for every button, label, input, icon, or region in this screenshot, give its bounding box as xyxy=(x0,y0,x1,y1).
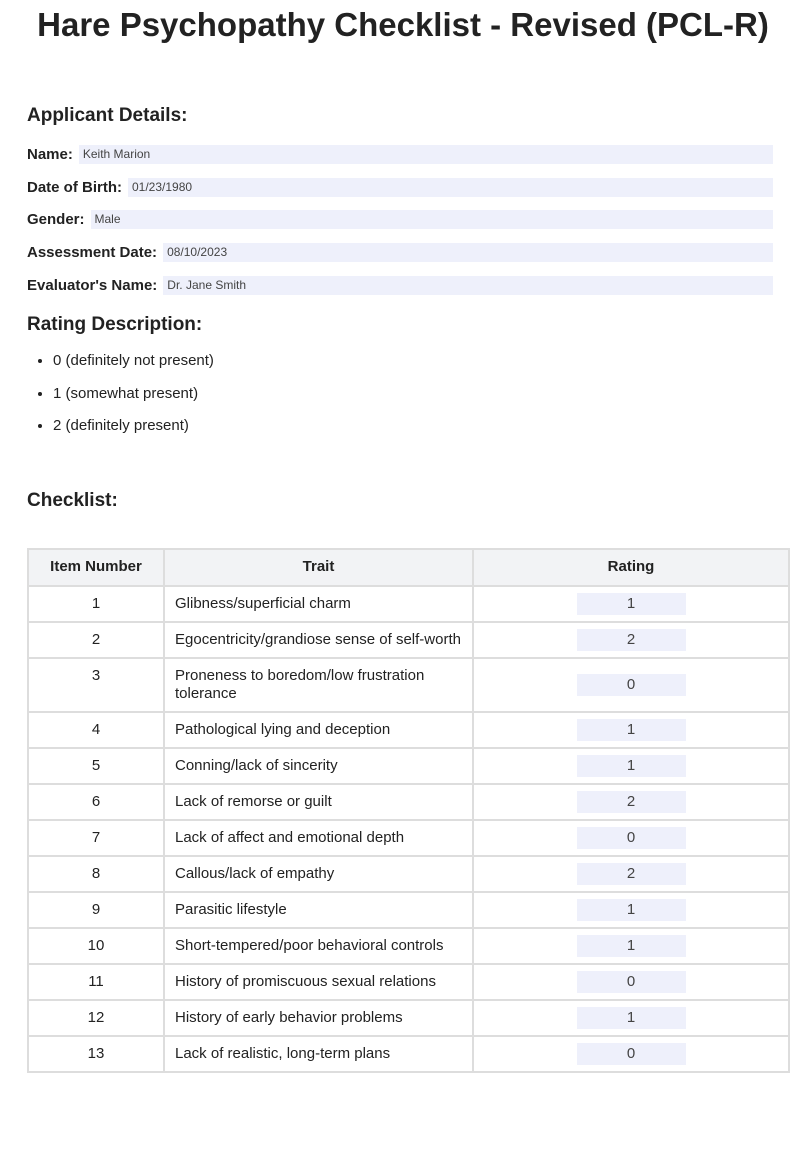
item-number: 12 xyxy=(28,1000,164,1036)
rating-input[interactable]: 2 xyxy=(577,629,686,651)
rating-input[interactable]: 1 xyxy=(577,755,686,777)
rating-heading: Rating Description: xyxy=(27,314,203,335)
trait: Proneness to boredom/low frustration tolerance xyxy=(164,658,473,712)
rating-cell xyxy=(473,892,789,928)
field-label: Name: xyxy=(27,145,73,163)
rating-input[interactable]: 1 xyxy=(577,593,686,615)
trait: Pathological lying and deception xyxy=(164,712,473,748)
rating-input[interactable]: 2 xyxy=(577,863,686,885)
trait: History of promiscuous sexual relations xyxy=(164,964,473,1000)
trait: Lack of remorse or guilt xyxy=(164,784,473,820)
field-input[interactable]: 08/10/2023 xyxy=(163,243,773,262)
table-row xyxy=(28,658,789,712)
rating-input[interactable]: 2 xyxy=(577,791,686,813)
col-trait: Trait xyxy=(164,549,473,586)
rating-cell xyxy=(473,748,789,784)
trait: Glibness/superficial charm xyxy=(164,586,473,622)
rating-cell xyxy=(473,856,789,892)
table-row xyxy=(28,820,789,856)
applicant-heading: Applicant Details: xyxy=(27,105,188,126)
rating-input[interactable]: 1 xyxy=(577,1007,686,1029)
applicant-field xyxy=(27,275,773,295)
trait: Conning/lack of sincerity xyxy=(164,748,473,784)
trait: Callous/lack of empathy xyxy=(164,856,473,892)
item-number: 3 xyxy=(28,658,164,712)
trait: Parasitic lifestyle xyxy=(164,892,473,928)
rating-cell xyxy=(473,622,789,658)
item-number: 11 xyxy=(28,964,164,1000)
page-title: Hare Psychopathy Checklist - Revised (PCL-R) xyxy=(37,6,769,43)
field-input[interactable]: Male xyxy=(91,210,773,229)
rating-cell xyxy=(473,712,789,748)
field-input[interactable]: Keith Marion xyxy=(79,145,773,164)
field-input[interactable]: 01/23/1980 xyxy=(128,178,773,197)
trait: History of early behavior problems xyxy=(164,1000,473,1036)
table-row xyxy=(28,586,789,622)
rating-cell xyxy=(473,784,789,820)
table-row xyxy=(28,928,789,964)
rating-input[interactable]: 0 xyxy=(577,1043,686,1065)
item-number: 10 xyxy=(28,928,164,964)
checklist-table xyxy=(27,548,790,1073)
rating-input[interactable]: 1 xyxy=(577,935,686,957)
col-item-number: Item Number xyxy=(28,549,164,586)
trait: Short-tempered/poor behavioral controls xyxy=(164,928,473,964)
item-number: 5 xyxy=(28,748,164,784)
applicant-field xyxy=(27,209,773,229)
item-number: 7 xyxy=(28,820,164,856)
rating-input[interactable]: 0 xyxy=(577,827,686,849)
field-label: Evaluator's Name: xyxy=(27,276,158,294)
rating-cell xyxy=(473,658,789,712)
col-rating: Rating xyxy=(473,549,789,586)
table-row xyxy=(28,1000,789,1036)
field-label: Date of Birth: xyxy=(27,178,122,196)
field-label: Assessment Date: xyxy=(27,243,158,261)
table-row xyxy=(28,1036,789,1072)
field-input[interactable]: Dr. Jane Smith xyxy=(163,276,773,295)
item-number: 1 xyxy=(28,586,164,622)
rating-cell xyxy=(473,1000,789,1036)
item-number: 6 xyxy=(28,784,164,820)
rating-input[interactable]: 0 xyxy=(577,674,686,696)
rating-item: • 0 (definitely not present) xyxy=(53,345,214,378)
table-row xyxy=(28,784,789,820)
rating-item: • 2 (definitely present) xyxy=(53,410,214,443)
rating-list xyxy=(27,345,214,443)
table-row xyxy=(28,712,789,748)
item-number: 4 xyxy=(28,712,164,748)
table-row xyxy=(28,856,789,892)
table-row xyxy=(28,748,789,784)
rating-cell xyxy=(473,928,789,964)
rating-input[interactable]: 1 xyxy=(577,899,686,921)
trait: Lack of realistic, long-term plans xyxy=(164,1036,473,1072)
trait: Lack of affect and emotional depth xyxy=(164,820,473,856)
rating-cell xyxy=(473,820,789,856)
rating-input[interactable]: 0 xyxy=(577,971,686,993)
table-row xyxy=(28,964,789,1000)
item-number: 2 xyxy=(28,622,164,658)
applicant-field xyxy=(27,242,773,262)
item-number: 9 xyxy=(28,892,164,928)
item-number: 8 xyxy=(28,856,164,892)
rating-cell xyxy=(473,964,789,1000)
table-row xyxy=(28,622,789,658)
field-label: Gender: xyxy=(27,210,85,228)
rating-cell xyxy=(473,1036,789,1072)
rating-cell xyxy=(473,586,789,622)
rating-item: • 1 (somewhat present) xyxy=(53,378,214,411)
rating-input[interactable]: 1 xyxy=(577,719,686,741)
applicant-field xyxy=(27,177,773,197)
table-row xyxy=(28,892,789,928)
trait: Egocentricity/grandiose sense of self-worth xyxy=(164,622,473,658)
applicant-field xyxy=(27,144,773,164)
checklist-heading: Checklist: xyxy=(27,490,118,511)
item-number: 13 xyxy=(28,1036,164,1072)
